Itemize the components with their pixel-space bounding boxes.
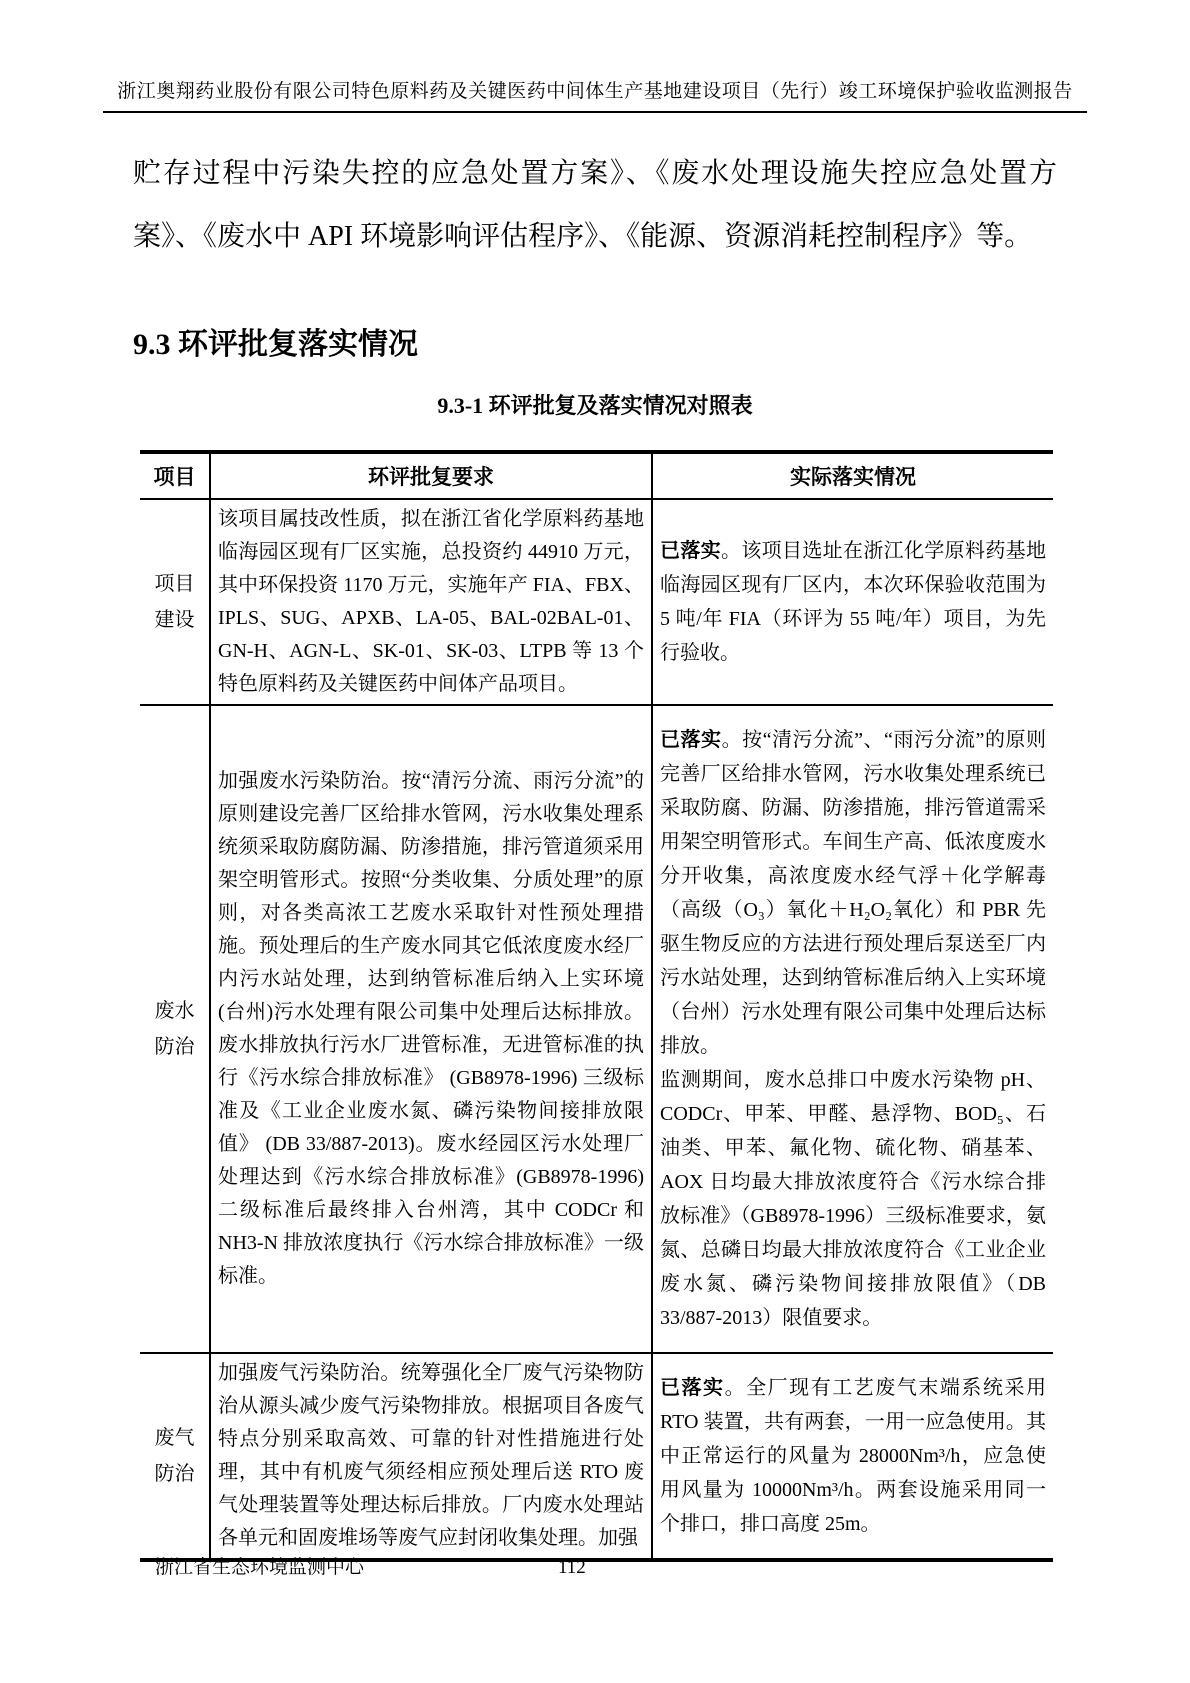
status-cell-project-construction [652, 499, 1053, 705]
column-header-status: 实际落实情况 [652, 452, 1053, 499]
category-cell-project-construction: 项目建设 [154, 573, 195, 631]
status-detail: 。按“清污分流”、“雨污分流”的原则完善厂区给排水管网，污水收集处理系统已采取防腐、防漏、防渗措施，排污管道需采用架空明管形式。车间生产高、低浓度废水分开收集，高浓度废水经气浮＋化学解毒（高级（O₃）氧化＋H₂O₂氧化）和 PBR 先驱生物反应的方法进行预处理后泵送至厂内污水站处理，达到纳管标准后纳入上实环境（台州）污水处理有限公司集中处理后达标排放。 [660, 729, 1046, 1057]
page-header [103, 80, 1087, 113]
intro-paragraph: 贮存过程中污染失控的应急处置方案》、《废水处理设施失控应急处置方案》、《废水中 API 环境影响评估程序》、《能源、资源消耗控制程序》等。 [133, 158, 1057, 252]
status-paragraph-2: 监测期间，废水总排口中废水污染物 pH、CODCr、甲苯、甲醛、悬浮物、BOD₅、石油类、甲苯、氟化物、硫化物、硝基苯、AOX 日均最大排放浓度符合《污水综合排放标准》（GB8978-1996）三级标准要求，氨氮、总磷日均最大排放浓度符合《工业企业废水氮、磷污染物间接排放限值》（DB 33/887-2013）限值要求。 [660, 1069, 1046, 1329]
table-row-wastegas-control [140, 1353, 1053, 1560]
requirement-cell-wastewater-control: 加强废水污染防治。按“清污分流、雨污分流”的原则建设完善厂区给排水管网，污水收集处理系统须采取防腐防漏、防渗措施，排污管道须采用架空明管形式。按照“分类收集、分质处理”的原则，对各类高浓工艺废水采取针对性预处理措施。预处理后的生产废水同其它低浓度废水经厂内污水站处理，达到纳管标准后纳入上实环境(台州)污水处理有限公司集中处理后达标排放。废水排放执行污水厂进管标准，无进管标准的执行《污水综合排放标准》 (GB8978-1996) 三级标准及《工业企业废水氮、磷污染物间接排放限值》 (DB 33/887-2013)。废水经园区污水处理厂处理达到《污水综合排放标准》(GB8978-1996)二级标准后最终排入台州湾，其中 CODCr 和 NH3-N 排放浓度执行《污水综合排放标准》一级标准。 [210, 705, 652, 1353]
table-header-row [140, 452, 1053, 499]
footer-organization: 浙江省生态环境监测中心 [155, 1557, 365, 1578]
status-cell-wastegas-control [652, 1353, 1053, 1560]
requirement-cell-project-construction: 该项目属技改性质，拟在浙江省化学原料药基地临海园区现有厂区实施，总投资约 44910 万元，其中环保投资 1170 万元，实施年产 FIA、FBX、IPLS、SUG、APXB、LA-05、BAL-02BAL-01、GN-H、AGN-L、SK-01、SK-03、LTPB 等 13 个特色原料药及关键医药中间体产品项目。 [210, 499, 652, 705]
status-paragraph-1 [660, 723, 1046, 1063]
status-detail: 。该项目选址在浙江化学原料药基地临海园区现有厂区内，本次环保验收范围为 5 吨/年 FIA（环评为 55 吨/年）项目，为先行验收。 [660, 540, 1046, 664]
category-cell-wastegas-control: 废气防治 [140, 1353, 210, 1560]
page-header-title: 浙江奥翔药业股份有限公司特色原料药及关键医药中间体生产基地建设项目（先行）竣工环境保护验收监测报告 [117, 81, 1073, 102]
table-row-wastewater-control [140, 705, 1053, 1353]
requirement-cell-wastegas-control: 加强废气污染防治。统筹强化全厂废气污染物防治从源头减少废气污染物排放。根据项目各废气特点分别采取高效、可靠的针对性措施进行处理，其中有机废气须经相应预处理后送 RTO 废气处理装置等处理达标后排放。厂内废水处理站各单元和固废堆场等废气应封闭收集处理。加强 [210, 1353, 652, 1560]
status-detail: 。全厂现有工艺废气末端系统采用 RTO 装置，共有两套，一用一应急使用。其中正常运行的风量为 28000Nm³/h，应急使用风量为 10000Nm³/h。两套设施采用同一个排口，排口高度 25m。 [660, 1377, 1047, 1535]
section-heading: 9.3 环评批复落实情况 [133, 328, 418, 361]
category-cell-wastewater-control: 废水防治 [140, 705, 210, 1353]
status-label: 已落实 [660, 729, 722, 751]
comparison-table [140, 450, 1053, 1562]
table-row-project-construction [140, 499, 1053, 705]
status-label: 已落实 [660, 1377, 725, 1399]
column-header-category: 项目 [140, 452, 210, 499]
table-caption: 9.3-1 环评批复及落实情况对照表 [437, 393, 753, 418]
status-label: 已落实 [660, 540, 721, 562]
footer-page-number: 112 [558, 1557, 586, 1578]
column-header-requirement: 环评批复要求 [210, 452, 652, 499]
status-cell-wastewater-control [652, 705, 1053, 1353]
